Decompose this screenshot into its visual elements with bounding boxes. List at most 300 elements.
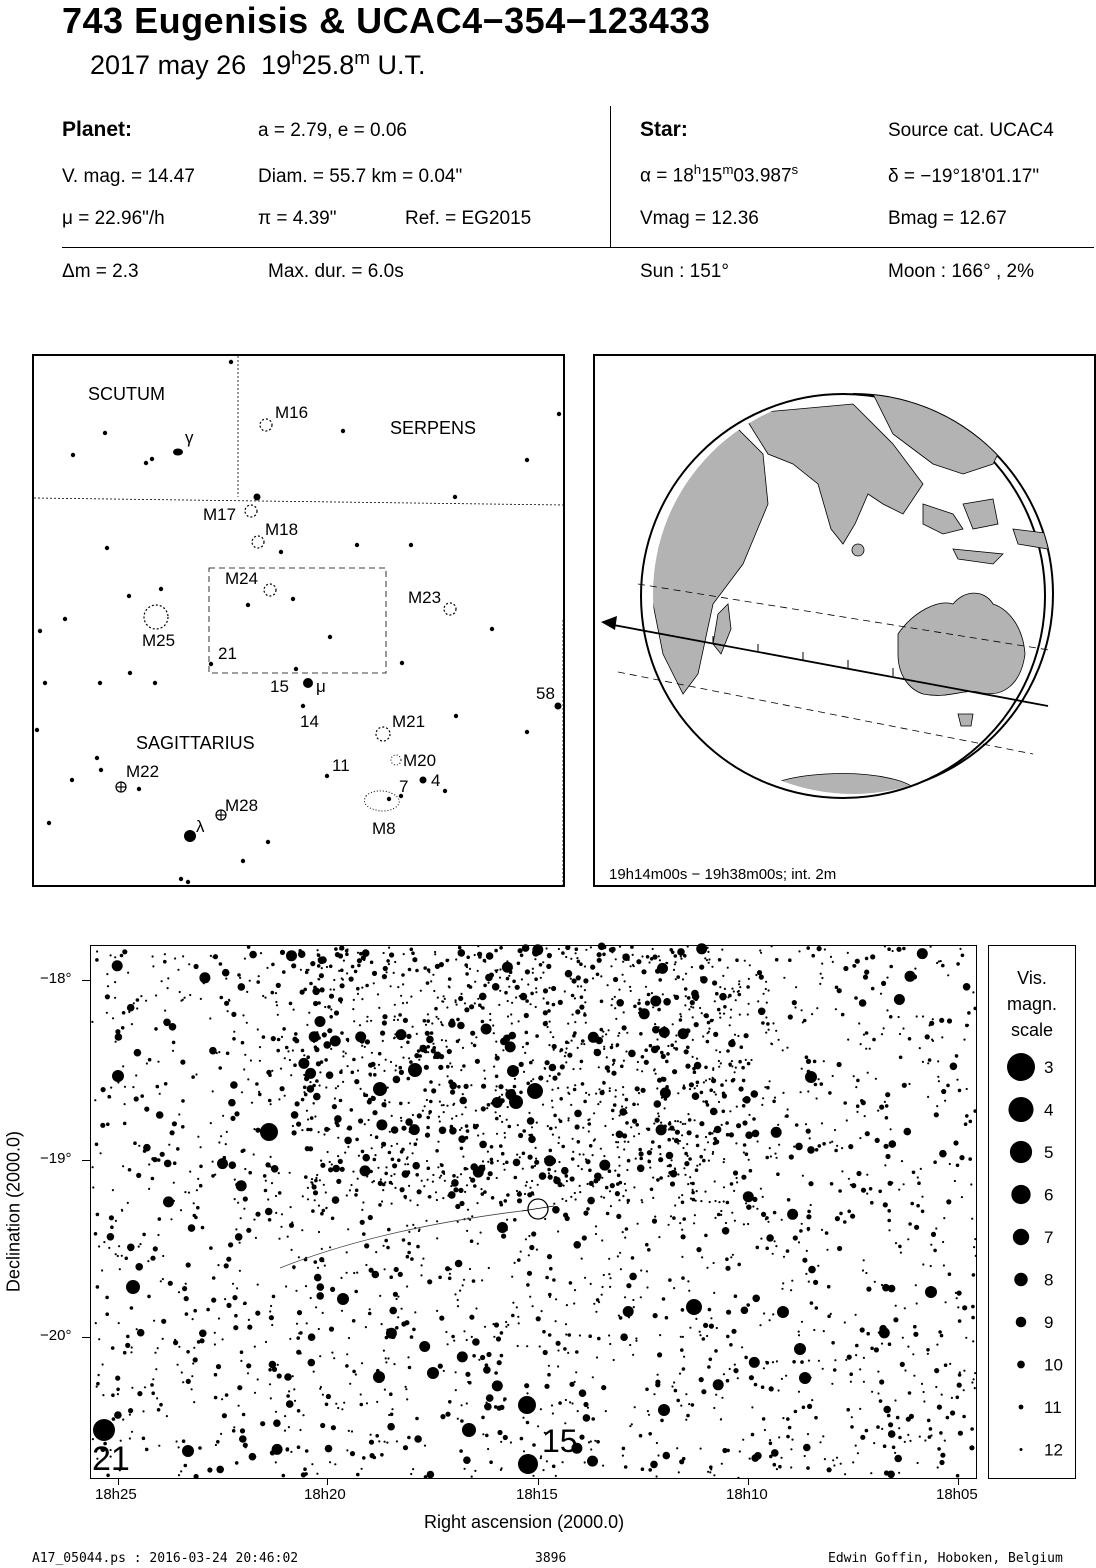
field-star — [438, 1084, 440, 1086]
field-star — [637, 1002, 641, 1006]
field-star — [489, 955, 491, 957]
field-star — [802, 1021, 804, 1023]
field-star — [105, 1312, 109, 1316]
field-star — [575, 1198, 577, 1200]
field-star — [405, 1386, 407, 1388]
field-star — [385, 1059, 387, 1061]
field-star — [206, 1308, 210, 1312]
field-star — [239, 1270, 241, 1272]
field-star — [531, 1180, 533, 1182]
field-star — [736, 1123, 741, 1128]
field-star — [884, 945, 886, 947]
field-star — [815, 1306, 819, 1310]
field-star — [913, 1375, 915, 1377]
field-star — [232, 1429, 236, 1433]
field-star — [818, 1144, 822, 1148]
field-star — [344, 1137, 352, 1145]
field-star — [793, 1235, 798, 1240]
field-star — [832, 1075, 834, 1077]
field-star — [503, 1163, 505, 1165]
field-star — [747, 1223, 749, 1225]
field-star — [722, 1448, 727, 1453]
field-star — [360, 1393, 362, 1395]
field-star — [672, 1216, 676, 1220]
field-star — [525, 1238, 527, 1240]
field-star — [921, 1196, 923, 1198]
field-star — [522, 1168, 524, 1170]
field-star — [683, 1167, 685, 1169]
field-star — [313, 1190, 318, 1195]
field-star — [674, 954, 678, 958]
field-star — [298, 1058, 309, 1069]
field-star — [375, 1251, 377, 1253]
field-star — [622, 1231, 624, 1233]
field-star — [679, 1018, 683, 1022]
field-star — [455, 1260, 463, 1268]
field-star — [656, 1475, 658, 1477]
field-star — [639, 1032, 643, 1036]
field-star — [471, 1476, 473, 1478]
field-star — [366, 950, 368, 952]
field-star — [564, 990, 566, 992]
field-star — [461, 1113, 463, 1115]
field-star — [456, 1018, 460, 1022]
field-star — [390, 1175, 392, 1177]
field-star — [351, 1430, 353, 1432]
field-star — [121, 1210, 123, 1212]
field-star — [782, 1282, 784, 1284]
field-star — [676, 975, 680, 979]
field-star — [624, 1237, 626, 1239]
field-star — [325, 1403, 329, 1407]
field-star — [860, 1435, 865, 1440]
field-star — [581, 1043, 583, 1045]
field-star — [745, 1059, 747, 1061]
field-star — [181, 1371, 183, 1373]
field-star — [506, 1193, 510, 1197]
field-star — [162, 1255, 164, 1257]
field-star — [342, 1051, 344, 1053]
field-star — [840, 1463, 842, 1465]
field-star — [566, 1304, 568, 1306]
field-star — [484, 1403, 492, 1411]
field-star — [543, 988, 548, 993]
field-star — [106, 973, 108, 975]
field-star — [769, 1147, 771, 1149]
planet-parallax: π = 4.39" — [258, 208, 337, 229]
field-star — [932, 1018, 934, 1020]
finder-label: SAGITTARIUS — [136, 733, 255, 753]
field-star — [511, 1314, 515, 1318]
field-star — [879, 1399, 883, 1403]
field-star — [440, 1164, 444, 1168]
field-star — [157, 1061, 159, 1063]
m24-cloud-marker — [264, 584, 276, 596]
field-star — [656, 1178, 660, 1182]
field-star — [738, 980, 740, 982]
field-star — [966, 1088, 968, 1090]
field-star — [358, 1155, 360, 1157]
field-star — [189, 994, 191, 996]
field-star — [447, 1343, 449, 1345]
field-star — [489, 973, 494, 978]
field-star — [378, 1052, 382, 1056]
x-tick-1805: 18h05 — [936, 1486, 978, 1503]
field-star — [352, 1058, 356, 1062]
field-star — [624, 980, 626, 982]
field-star — [845, 1359, 847, 1361]
field-star — [350, 1184, 352, 1186]
field-star — [644, 1048, 648, 1052]
field-star — [219, 962, 223, 966]
field-star — [161, 1319, 166, 1324]
field-star — [92, 1186, 94, 1188]
field-star — [363, 1092, 365, 1094]
field-star — [373, 982, 375, 984]
field-star — [135, 1263, 143, 1271]
field-star — [482, 1433, 484, 1435]
field-star — [583, 1013, 587, 1017]
field-star — [789, 1154, 794, 1159]
field-star — [930, 1434, 932, 1436]
field-star — [864, 1115, 866, 1117]
field-star — [676, 1399, 680, 1403]
field-star — [930, 946, 932, 948]
field-star — [618, 1032, 620, 1034]
bright-star — [777, 1306, 789, 1318]
field-star — [140, 1094, 144, 1098]
field-star — [548, 1172, 550, 1174]
field-star — [565, 1052, 567, 1054]
field-star — [218, 1066, 222, 1070]
field-star — [638, 1133, 640, 1135]
field-star — [759, 1324, 761, 1326]
field-star — [414, 1142, 418, 1146]
field-star — [131, 1431, 133, 1433]
field-star — [906, 1417, 911, 1422]
field-star — [699, 1163, 701, 1165]
field-star — [333, 979, 335, 981]
field-star — [417, 1204, 419, 1206]
field-star — [593, 1112, 595, 1114]
field-star — [801, 1321, 803, 1323]
field-star — [238, 1405, 240, 1407]
field-star — [832, 1459, 834, 1461]
field-star — [683, 954, 687, 958]
field-star — [768, 989, 770, 991]
field-star — [946, 1199, 951, 1204]
field-star — [973, 1246, 975, 1248]
field-star — [936, 1344, 938, 1346]
field-star — [214, 1373, 218, 1377]
field-star — [253, 1219, 255, 1221]
field-star — [653, 1393, 655, 1395]
field-star — [530, 1003, 532, 1005]
finder-star — [95, 756, 99, 760]
field-star — [718, 1201, 720, 1203]
field-star — [303, 1074, 305, 1076]
field-star — [575, 1124, 580, 1129]
field-star — [658, 1115, 660, 1117]
field-star — [884, 1101, 886, 1103]
field-star — [674, 1120, 676, 1122]
finder-star — [63, 617, 67, 621]
field-star — [447, 1075, 449, 1077]
event-minute: 25.8 — [301, 50, 355, 80]
field-star — [612, 1134, 614, 1136]
field-star — [270, 1397, 272, 1399]
field-star — [508, 986, 510, 988]
field-star — [720, 1210, 722, 1212]
field-star — [589, 1181, 594, 1186]
field-star — [945, 1301, 947, 1303]
field-star — [215, 1444, 217, 1446]
field-star — [711, 1078, 716, 1083]
finder-star — [490, 627, 494, 631]
field-star — [472, 1338, 480, 1346]
field-star — [908, 1037, 912, 1041]
field-star — [726, 1049, 730, 1053]
legend-magnitude-dot — [1016, 1317, 1027, 1328]
field-star — [553, 1004, 555, 1006]
field-star — [326, 966, 328, 968]
field-star — [885, 1104, 889, 1108]
field-star — [916, 1204, 920, 1208]
field-star — [731, 1212, 733, 1214]
field-star — [765, 1218, 767, 1220]
field-star — [577, 1140, 581, 1144]
field-star — [930, 1427, 932, 1429]
field-star — [647, 1248, 651, 1252]
field-star — [681, 1229, 683, 1231]
field-star — [705, 1136, 707, 1138]
field-star — [682, 1123, 684, 1125]
field-star — [177, 969, 179, 971]
field-star — [157, 1347, 159, 1349]
field-star — [651, 992, 653, 994]
field-star — [930, 1265, 932, 1267]
field-star — [579, 1153, 581, 1155]
field-star — [143, 1438, 145, 1440]
field-star — [851, 1416, 853, 1418]
field-star — [462, 1047, 464, 1049]
field-star — [685, 1393, 687, 1395]
field-star — [843, 1220, 847, 1224]
field-star — [672, 1023, 674, 1025]
field-star — [364, 1046, 366, 1048]
field-star — [730, 1256, 732, 1258]
finder-star — [266, 840, 270, 844]
field-star — [272, 1367, 277, 1372]
field-star — [404, 1320, 409, 1325]
field-star — [270, 1305, 272, 1307]
field-star — [707, 1365, 711, 1369]
field-star — [711, 966, 713, 968]
field-star — [603, 1046, 605, 1048]
field-star — [919, 1047, 921, 1049]
field-star — [138, 1246, 140, 1248]
field-star — [548, 1175, 553, 1180]
field-star — [848, 1178, 850, 1180]
field-star — [623, 1306, 634, 1317]
field-star — [558, 1161, 560, 1163]
field-star — [347, 1146, 349, 1148]
finder-star — [144, 461, 148, 465]
field-star — [434, 953, 436, 955]
field-star — [339, 1070, 343, 1074]
field-star — [127, 972, 129, 974]
field-star — [738, 990, 740, 992]
field-star — [588, 1122, 592, 1126]
field-star — [312, 1184, 317, 1189]
field-star — [756, 1246, 760, 1250]
field-star — [771, 1449, 779, 1457]
field-star — [573, 1302, 575, 1304]
field-star — [459, 1449, 463, 1453]
field-star — [362, 949, 370, 957]
field-star — [841, 1147, 843, 1149]
field-star — [618, 989, 620, 991]
field-star — [242, 1014, 244, 1016]
field-star — [743, 1080, 745, 1082]
finder-star — [98, 681, 102, 685]
field-star — [736, 1106, 738, 1108]
field-star — [769, 1080, 771, 1082]
field-star — [852, 1461, 854, 1463]
field-star — [752, 1117, 756, 1121]
field-star — [408, 1102, 410, 1104]
field-star — [675, 978, 677, 980]
finder-label: M16 — [275, 403, 309, 422]
field-star — [543, 1010, 548, 1015]
field-star — [452, 1174, 456, 1178]
finder-star — [184, 830, 196, 842]
finder-star — [294, 667, 298, 671]
x-tick-1810: 18h10 — [726, 1486, 768, 1503]
field-star — [291, 954, 295, 958]
field-star — [813, 1060, 817, 1064]
field-star — [709, 1324, 714, 1329]
field-star — [233, 1325, 238, 1330]
field-star — [277, 1364, 279, 1366]
field-star — [371, 1052, 373, 1054]
field-star — [480, 1232, 482, 1234]
field-star — [454, 1293, 456, 1295]
field-star — [357, 964, 361, 968]
field-star — [132, 1086, 134, 1088]
field-star — [421, 1264, 423, 1266]
field-star — [712, 1067, 714, 1069]
field-star — [660, 1051, 664, 1055]
field-star — [641, 955, 643, 957]
field-star — [938, 1330, 942, 1334]
field-star — [565, 970, 573, 978]
field-star — [418, 1230, 420, 1232]
field-star — [865, 957, 869, 961]
field-star — [336, 1179, 341, 1184]
field-star — [708, 1160, 710, 1162]
field-star — [808, 1266, 816, 1274]
field-star — [744, 1033, 749, 1038]
field-star — [581, 1082, 585, 1086]
field-star — [437, 997, 439, 999]
field-star — [269, 1310, 271, 1312]
field-star — [302, 1414, 304, 1416]
field-star — [931, 1039, 933, 1041]
field-star — [786, 1047, 788, 1049]
field-star — [595, 1037, 603, 1045]
field-star — [505, 1326, 507, 1328]
field-star — [598, 1088, 600, 1090]
field-star — [647, 993, 651, 997]
field-star — [535, 987, 537, 989]
field-star — [693, 1072, 695, 1074]
field-star — [348, 1337, 350, 1339]
field-star — [467, 985, 469, 987]
field-star — [178, 1291, 180, 1293]
field-star — [798, 1334, 800, 1336]
field-star — [712, 1151, 714, 1153]
field-star — [512, 980, 516, 984]
field-star — [592, 1154, 594, 1156]
field-star — [322, 1209, 326, 1213]
star-source-catalog: Source cat. UCAC4 — [888, 120, 1054, 141]
field-star — [720, 1418, 722, 1420]
field-star — [937, 1405, 942, 1410]
field-star — [597, 1103, 599, 1105]
field-star — [384, 1389, 386, 1391]
field-star — [674, 1138, 679, 1143]
field-star — [774, 1097, 776, 1099]
field-star — [850, 1425, 854, 1429]
field-star — [579, 1185, 581, 1187]
field-star — [912, 974, 917, 979]
field-star — [613, 1062, 615, 1064]
field-star — [442, 1001, 444, 1003]
field-star — [790, 1448, 792, 1450]
field-star — [588, 1169, 592, 1173]
field-star — [323, 1133, 325, 1135]
field-star — [891, 1145, 893, 1147]
field-star — [409, 1142, 411, 1144]
field-star — [542, 961, 544, 963]
field-star — [470, 1031, 475, 1036]
field-star — [826, 1249, 828, 1251]
field-star — [260, 1421, 265, 1426]
field-star — [731, 1079, 735, 1083]
field-star — [494, 1371, 498, 1375]
field-star — [741, 1346, 743, 1348]
field-star — [314, 1260, 318, 1264]
field-star — [695, 1318, 697, 1320]
field-star — [593, 1303, 595, 1305]
field-star — [898, 1189, 900, 1191]
finder-star — [128, 671, 132, 675]
field-star — [912, 1171, 916, 1175]
field-star — [172, 1050, 174, 1052]
field-star — [729, 1368, 731, 1370]
field-star — [412, 1114, 414, 1116]
field-star — [384, 1268, 386, 1270]
field-star — [553, 1049, 555, 1051]
field-star — [547, 1125, 549, 1127]
field-star — [925, 1034, 930, 1039]
field-star — [271, 1165, 279, 1173]
field-star — [284, 1373, 292, 1381]
field-star — [474, 1470, 476, 1472]
field-star — [811, 1013, 813, 1015]
field-star — [532, 1443, 536, 1447]
